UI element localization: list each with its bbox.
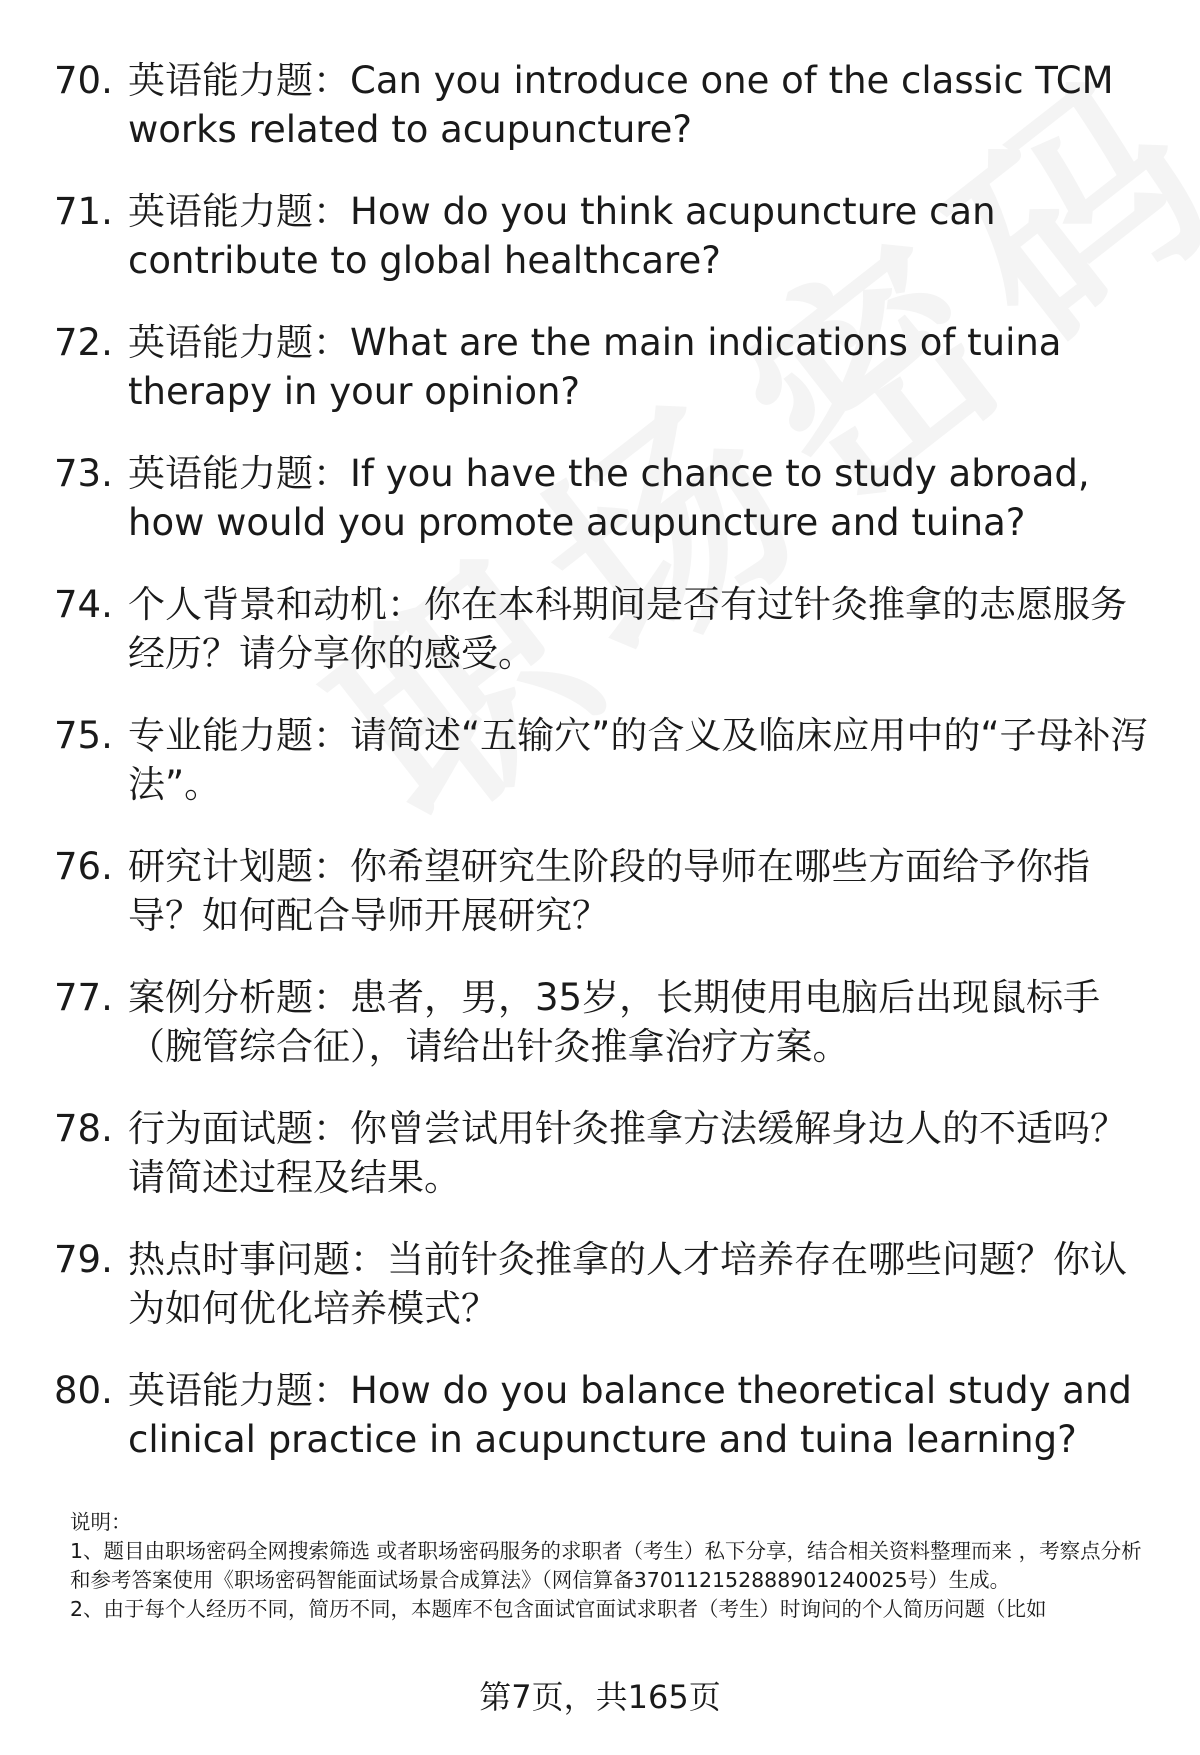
notes-item-1: 1、题目由职场密码全网搜索筛选 或者职场密码服务的求职者（考生）私下分享，结合相关资料整理而来 ，考察点分析和参考答案使用《职场密码智能面试场景合成算法》（网信算备370112152888901240025号）生成。 bbox=[70, 1539, 1142, 1592]
question-number: 72. bbox=[54, 321, 113, 364]
notes-section bbox=[70, 1508, 1150, 1624]
question-item bbox=[54, 711, 1154, 809]
question-text: 英语能力题：If you have the chance to study abroad, how would you promote acupuncture and tuina? bbox=[128, 452, 1090, 544]
question-item bbox=[54, 1235, 1154, 1333]
question-list bbox=[54, 56, 1154, 1497]
notes-heading: 说明： bbox=[70, 1510, 132, 1534]
question-number: 78. bbox=[54, 1107, 113, 1150]
question-item bbox=[54, 1104, 1154, 1202]
question-number: 70. bbox=[54, 59, 113, 102]
question-number: 75. bbox=[54, 714, 113, 757]
question-item bbox=[54, 187, 1154, 285]
question-item bbox=[54, 842, 1154, 940]
question-item bbox=[54, 580, 1154, 678]
question-text: 案例分析题：患者，男，35岁，长期使用电脑后出现鼠标手（腕管综合征），请给出针灸推拿治疗方案。 bbox=[128, 976, 1101, 1068]
question-item bbox=[54, 56, 1154, 154]
question-text: 英语能力题：How do you think acupuncture can contribute to global healthcare? bbox=[128, 190, 996, 282]
question-number: 79. bbox=[54, 1238, 113, 1281]
question-item bbox=[54, 318, 1154, 416]
question-number: 73. bbox=[54, 452, 113, 495]
question-text: 英语能力题：What are the main indications of tuina therapy in your opinion? bbox=[128, 321, 1062, 413]
notes-item-2: 2、由于每个人经历不同，简历不同，本题库不包含面试官面试求职者（考生）时询问的个人简历问题（比如 bbox=[70, 1597, 1047, 1621]
question-text: 热点时事问题：当前针灸推拿的人才培养存在哪些问题？你认为如何优化培养模式？ bbox=[128, 1238, 1127, 1330]
question-text: 英语能力题：Can you introduce one of the classic TCM works related to acupuncture? bbox=[128, 59, 1114, 151]
page-number-footer: 第7页，共165页 bbox=[479, 1678, 721, 1716]
question-number: 80. bbox=[54, 1369, 113, 1412]
question-number: 71. bbox=[54, 190, 113, 233]
question-text: 行为面试题：你曾尝试用针灸推拿方法缓解身边人的不适吗？请简述过程及结果。 bbox=[128, 1107, 1127, 1199]
question-item bbox=[54, 449, 1154, 547]
question-text: 个人背景和动机：你在本科期间是否有过针灸推拿的志愿服务经历？请分享你的感受。 bbox=[128, 583, 1127, 675]
question-text: 英语能力题：How do you balance theoretical study and clinical practice in acupuncture and tuina learning? bbox=[128, 1369, 1132, 1461]
question-number: 76. bbox=[54, 845, 113, 888]
question-text: 专业能力题：请简述“五输穴”的含义及临床应用中的“子母补泻法”。 bbox=[128, 714, 1148, 806]
question-text: 研究计划题：你希望研究生阶段的导师在哪些方面给予你指导？如何配合导师开展研究？ bbox=[128, 845, 1090, 937]
question-number: 77. bbox=[54, 976, 113, 1019]
question-number: 74. bbox=[54, 583, 113, 626]
question-item bbox=[54, 973, 1154, 1071]
question-item bbox=[54, 1366, 1154, 1464]
